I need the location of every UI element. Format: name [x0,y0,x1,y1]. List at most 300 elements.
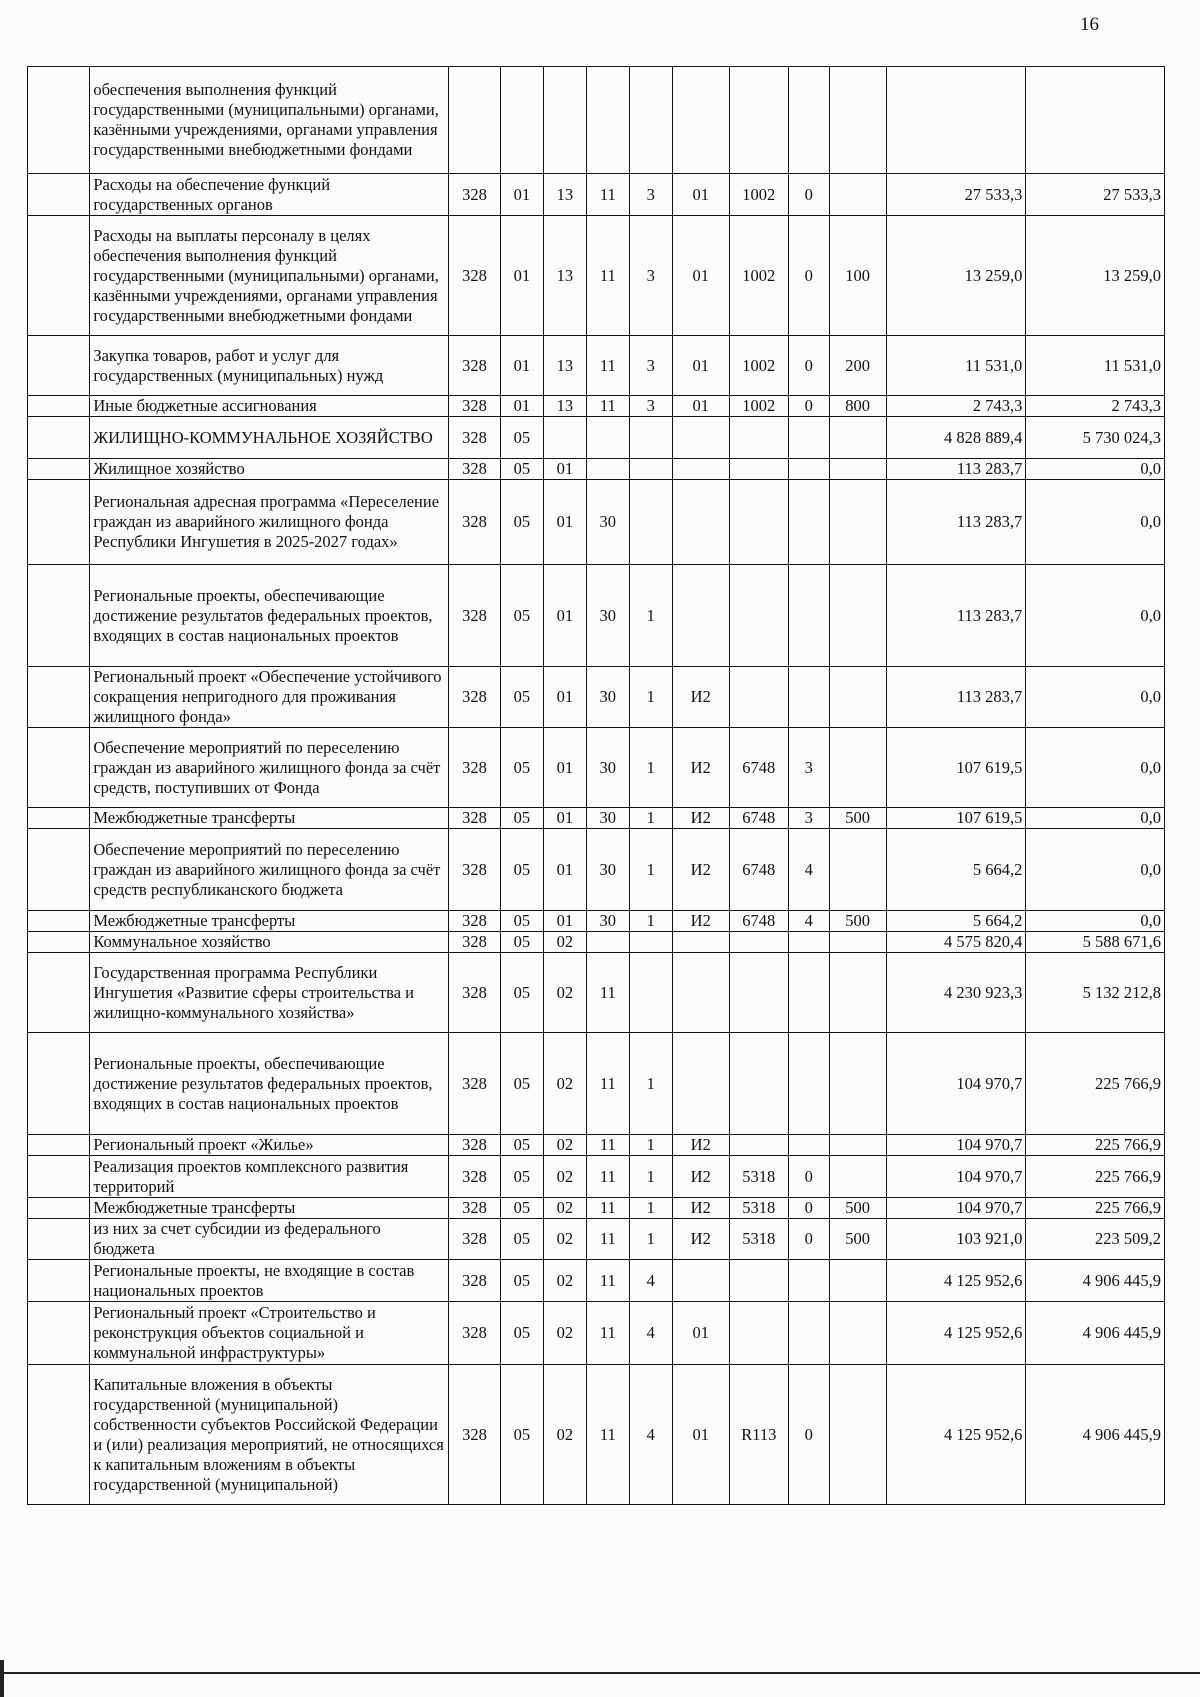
code-cell-rz: 01 [500,396,543,417]
amount-cell-sum2: 225 766,9 [1026,1033,1165,1135]
code-cell-csr1 [586,459,629,480]
amount-cell-sum2: 225 766,9 [1026,1198,1165,1219]
code-cell-grbs: 328 [449,932,501,953]
code-cell-pr: 01 [543,667,586,728]
code-cell-csr1: 30 [586,728,629,808]
item-name-cell: Межбюджетные трансферты [90,911,449,932]
code-cell-vr [829,953,886,1033]
code-cell-pr: 13 [543,396,586,417]
code-cell-csr5 [788,1260,829,1302]
code-cell-rz: 05 [500,911,543,932]
row-index-cell [28,1033,90,1135]
item-name-cell: Обеспечение мероприятий по переселению граждан из аварийного жилищного фонда за счёт средств республиканского бюджета [90,829,449,911]
code-cell-csr2 [629,480,672,565]
code-cell-grbs: 328 [449,480,501,565]
code-cell-pr: 01 [543,565,586,667]
code-cell-csr2: 1 [629,565,672,667]
code-cell-csr3 [672,932,729,953]
code-cell-csr3: И2 [672,808,729,829]
table-row [28,67,1165,174]
code-cell-grbs: 328 [449,1033,501,1135]
table-row [28,829,1165,911]
amount-cell-sum2: 0,0 [1026,480,1165,565]
code-cell-csr3 [672,953,729,1033]
code-cell-csr1: 11 [586,174,629,216]
code-cell-csr1: 30 [586,911,629,932]
code-cell-csr5: 0 [788,1365,829,1505]
code-cell-vr [829,1302,886,1365]
table-row [28,667,1165,728]
row-index-cell [28,1156,90,1198]
row-index-cell [28,417,90,459]
code-cell-csr4: 1002 [729,174,788,216]
table-row [28,728,1165,808]
table-row [28,1302,1165,1365]
amount-cell-sum1: 13 259,0 [886,216,1026,336]
table-row [28,808,1165,829]
code-cell-csr5: 4 [788,911,829,932]
amount-cell-sum1: 104 970,7 [886,1033,1026,1135]
code-cell-csr4: 5318 [729,1198,788,1219]
table-row [28,1365,1165,1505]
code-cell-csr4 [729,953,788,1033]
code-cell-csr1 [586,67,629,174]
code-cell-csr1: 11 [586,1260,629,1302]
code-cell-vr: 200 [829,336,886,396]
amount-cell-sum1: 107 619,5 [886,808,1026,829]
code-cell-csr5 [788,480,829,565]
amount-cell-sum1: 104 970,7 [886,1198,1026,1219]
code-cell-csr2: 1 [629,829,672,911]
code-cell-csr1: 11 [586,1198,629,1219]
code-cell-grbs: 328 [449,459,501,480]
item-name-cell: обеспечения выполнения функций государственными (муниципальными) органами, казёнными учреждениями, органами управления государственными внебюджетными фондами [90,67,449,174]
code-cell-csr5: 0 [788,1198,829,1219]
item-name-cell: Региональные проекты, обеспечивающие достижение результатов федеральных проектов, входящих в состав национальных проектов [90,1033,449,1135]
code-cell-csr2: 3 [629,174,672,216]
code-cell-csr2: 3 [629,336,672,396]
amount-cell-sum2: 0,0 [1026,829,1165,911]
item-name-cell: Межбюджетные трансферты [90,1198,449,1219]
code-cell-grbs: 328 [449,1365,501,1505]
code-cell-rz: 01 [500,336,543,396]
code-cell-csr4: 5318 [729,1156,788,1198]
row-index-cell [28,216,90,336]
table-row [28,1033,1165,1135]
item-name-cell: ЖИЛИЩНО-КОММУНАЛЬНОЕ ХОЗЯЙСТВО [90,417,449,459]
code-cell-csr1: 11 [586,1033,629,1135]
code-cell-rz: 05 [500,829,543,911]
page-number: 16 [1080,14,1099,35]
code-cell-pr: 13 [543,174,586,216]
code-cell-vr [829,1260,886,1302]
amount-cell-sum1 [886,67,1026,174]
row-index-cell [28,953,90,1033]
code-cell-rz: 05 [500,1219,543,1260]
code-cell-csr1: 11 [586,216,629,336]
code-cell-csr3: И2 [672,1198,729,1219]
row-index-cell [28,1135,90,1156]
code-cell-vr [829,1365,886,1505]
code-cell-csr4 [729,1302,788,1365]
code-cell-csr2 [629,932,672,953]
code-cell-csr3: 01 [672,174,729,216]
code-cell-csr5 [788,565,829,667]
amount-cell-sum2: 13 259,0 [1026,216,1165,336]
amount-cell-sum2: 4 906 445,9 [1026,1302,1165,1365]
code-cell-csr2: 3 [629,396,672,417]
bottom-border-line [0,1672,1200,1674]
table-body [28,67,1165,1505]
table-row [28,417,1165,459]
table-row [28,1198,1165,1219]
code-cell-grbs: 328 [449,1198,501,1219]
amount-cell-sum2: 223 509,2 [1026,1219,1165,1260]
amount-cell-sum2: 0,0 [1026,565,1165,667]
code-cell-csr2: 1 [629,1135,672,1156]
code-cell-rz: 01 [500,216,543,336]
code-cell-csr1: 11 [586,1365,629,1505]
amount-cell-sum1: 11 531,0 [886,336,1026,396]
code-cell-csr5: 0 [788,1219,829,1260]
table-row [28,932,1165,953]
code-cell-csr5: 0 [788,1156,829,1198]
row-index-cell [28,1365,90,1505]
code-cell-pr: 02 [543,1033,586,1135]
code-cell-csr2 [629,417,672,459]
code-cell-csr5 [788,1135,829,1156]
code-cell-csr5 [788,1033,829,1135]
code-cell-csr1: 30 [586,480,629,565]
code-cell-vr [829,829,886,911]
row-index-cell [28,728,90,808]
code-cell-csr4 [729,1260,788,1302]
amount-cell-sum1: 4 575 820,4 [886,932,1026,953]
code-cell-pr: 01 [543,728,586,808]
row-index-cell [28,336,90,396]
amount-cell-sum2: 0,0 [1026,667,1165,728]
code-cell-csr3 [672,1260,729,1302]
amount-cell-sum2: 4 906 445,9 [1026,1365,1165,1505]
code-cell-csr1 [586,417,629,459]
code-cell-grbs: 328 [449,829,501,911]
table-row [28,911,1165,932]
code-cell-csr4 [729,417,788,459]
code-cell-csr4 [729,667,788,728]
code-cell-rz: 05 [500,728,543,808]
code-cell-pr: 02 [543,1198,586,1219]
amount-cell-sum2: 225 766,9 [1026,1156,1165,1198]
table-row [28,953,1165,1033]
code-cell-csr5 [788,667,829,728]
amount-cell-sum1: 4 125 952,6 [886,1302,1026,1365]
code-cell-csr2: 1 [629,911,672,932]
amount-cell-sum1: 113 283,7 [886,459,1026,480]
code-cell-pr: 02 [543,1302,586,1365]
amount-cell-sum1: 2 743,3 [886,396,1026,417]
amount-cell-sum1: 104 970,7 [886,1135,1026,1156]
amount-cell-sum1: 4 828 889,4 [886,417,1026,459]
code-cell-csr5: 3 [788,808,829,829]
amount-cell-sum2: 27 533,3 [1026,174,1165,216]
table-row [28,459,1165,480]
row-index-cell [28,67,90,174]
code-cell-rz: 05 [500,1365,543,1505]
row-index-cell [28,808,90,829]
row-index-cell [28,1219,90,1260]
amount-cell-sum2: 11 531,0 [1026,336,1165,396]
code-cell-csr2: 1 [629,1219,672,1260]
code-cell-grbs: 328 [449,565,501,667]
table-row [28,1260,1165,1302]
code-cell-grbs: 328 [449,1302,501,1365]
code-cell-rz: 05 [500,1198,543,1219]
code-cell-csr4: 6748 [729,911,788,932]
code-cell-csr3: 01 [672,1365,729,1505]
code-cell-csr2 [629,67,672,174]
code-cell-csr1: 11 [586,396,629,417]
code-cell-pr: 02 [543,1260,586,1302]
code-cell-grbs: 328 [449,396,501,417]
bottom-corner-mark [0,1660,4,1697]
code-cell-vr [829,480,886,565]
code-cell-vr [829,728,886,808]
code-cell-csr3: И2 [672,1219,729,1260]
code-cell-grbs: 328 [449,808,501,829]
code-cell-rz: 05 [500,1260,543,1302]
amount-cell-sum1: 107 619,5 [886,728,1026,808]
code-cell-grbs: 328 [449,417,501,459]
row-index-cell [28,911,90,932]
amount-cell-sum2: 5 132 212,8 [1026,953,1165,1033]
code-cell-csr1: 11 [586,1219,629,1260]
code-cell-csr3: 01 [672,216,729,336]
code-cell-csr1: 30 [586,667,629,728]
amount-cell-sum2: 0,0 [1026,728,1165,808]
table-row [28,1219,1165,1260]
code-cell-vr: 100 [829,216,886,336]
code-cell-csr3 [672,67,729,174]
code-cell-csr2 [629,953,672,1033]
code-cell-vr: 500 [829,1198,886,1219]
code-cell-csr5: 0 [788,216,829,336]
code-cell-vr: 800 [829,396,886,417]
item-name-cell: Обеспечение мероприятий по переселению граждан из аварийного жилищного фонда за счёт средств, поступивших от Фонда [90,728,449,808]
amount-cell-sum2: 0,0 [1026,808,1165,829]
code-cell-pr: 01 [543,480,586,565]
code-cell-rz: 05 [500,932,543,953]
code-cell-csr4: 1002 [729,216,788,336]
code-cell-pr: 02 [543,932,586,953]
code-cell-grbs: 328 [449,1135,501,1156]
item-name-cell: Расходы на обеспечение функций государственных органов [90,174,449,216]
code-cell-csr1: 30 [586,829,629,911]
row-index-cell [28,480,90,565]
code-cell-csr2: 4 [629,1302,672,1365]
item-name-cell: Капитальные вложения в объекты государственной (муниципальной) собственности субъектов Российской Федерации и (или) реализация мероприятий, не относящихся к капитальным вложениям в объекты государственной (муниципальной) [90,1365,449,1505]
code-cell-csr3: И2 [672,667,729,728]
code-cell-csr2: 1 [629,1156,672,1198]
code-cell-rz: 05 [500,953,543,1033]
table-row [28,396,1165,417]
code-cell-csr5 [788,67,829,174]
code-cell-pr: 02 [543,1219,586,1260]
code-cell-csr3: И2 [672,1156,729,1198]
amount-cell-sum1: 4 125 952,6 [886,1260,1026,1302]
code-cell-grbs [449,67,501,174]
code-cell-vr [829,67,886,174]
row-index-cell [28,565,90,667]
code-cell-csr5 [788,953,829,1033]
code-cell-csr5 [788,417,829,459]
amount-cell-sum1: 113 283,7 [886,565,1026,667]
code-cell-grbs: 328 [449,953,501,1033]
code-cell-pr: 02 [543,1365,586,1505]
code-cell-grbs: 328 [449,1156,501,1198]
code-cell-rz: 05 [500,1135,543,1156]
code-cell-csr1: 30 [586,565,629,667]
amount-cell-sum1: 4 230 923,3 [886,953,1026,1033]
row-index-cell [28,932,90,953]
row-index-cell [28,829,90,911]
code-cell-csr4: 1002 [729,336,788,396]
code-cell-vr: 500 [829,1219,886,1260]
amount-cell-sum1: 4 125 952,6 [886,1365,1026,1505]
code-cell-pr: 01 [543,829,586,911]
code-cell-rz: 05 [500,1033,543,1135]
code-cell-pr: 13 [543,216,586,336]
code-cell-vr [829,1156,886,1198]
amount-cell-sum2: 225 766,9 [1026,1135,1165,1156]
code-cell-csr2 [629,459,672,480]
code-cell-csr1 [586,932,629,953]
code-cell-vr [829,565,886,667]
table-row [28,336,1165,396]
item-name-cell: Коммунальное хозяйство [90,932,449,953]
table-row [28,174,1165,216]
code-cell-csr2: 3 [629,216,672,336]
code-cell-csr2: 4 [629,1260,672,1302]
code-cell-csr3 [672,417,729,459]
item-name-cell: Закупка товаров, работ и услуг для государственных (муниципальных) нужд [90,336,449,396]
table-row [28,480,1165,565]
code-cell-csr2: 1 [629,1033,672,1135]
code-cell-csr4: 6748 [729,728,788,808]
code-cell-csr3: 01 [672,336,729,396]
code-cell-csr1: 11 [586,1156,629,1198]
code-cell-rz: 05 [500,667,543,728]
table-row [28,1156,1165,1198]
amount-cell-sum1: 5 664,2 [886,911,1026,932]
item-name-cell: Межбюджетные трансферты [90,808,449,829]
code-cell-rz: 05 [500,1156,543,1198]
code-cell-vr [829,174,886,216]
row-index-cell [28,459,90,480]
amount-cell-sum2: 2 743,3 [1026,396,1165,417]
item-name-cell: Региональные проекты, не входящие в состав национальных проектов [90,1260,449,1302]
code-cell-pr: 02 [543,1135,586,1156]
code-cell-pr: 02 [543,1156,586,1198]
code-cell-vr: 500 [829,808,886,829]
code-cell-csr3 [672,459,729,480]
amount-cell-sum2: 0,0 [1026,911,1165,932]
code-cell-csr3: 01 [672,1302,729,1365]
code-cell-csr4: 6748 [729,829,788,911]
code-cell-csr3: И2 [672,1135,729,1156]
item-name-cell: Иные бюджетные ассигнования [90,396,449,417]
code-cell-csr2: 1 [629,1198,672,1219]
code-cell-rz: 05 [500,459,543,480]
code-cell-csr3: И2 [672,728,729,808]
code-cell-rz: 05 [500,417,543,459]
item-name-cell: Региональный проект «Строительство и реконструкция объектов социальной и коммунальной инфраструктуры» [90,1302,449,1365]
code-cell-vr [829,417,886,459]
code-cell-csr4 [729,480,788,565]
item-name-cell: Региональная адресная программа «Переселение граждан из аварийного жилищного фонда Республики Ингушетия в 2025-2027 годах» [90,480,449,565]
item-name-cell: Региональные проекты, обеспечивающие достижение результатов федеральных проектов, входящих в состав национальных проектов [90,565,449,667]
code-cell-pr: 01 [543,459,586,480]
code-cell-csr4 [729,67,788,174]
code-cell-csr5 [788,459,829,480]
code-cell-vr [829,667,886,728]
code-cell-grbs: 328 [449,174,501,216]
code-cell-pr [543,417,586,459]
row-index-cell [28,174,90,216]
code-cell-csr4 [729,932,788,953]
amount-cell-sum1: 113 283,7 [886,480,1026,565]
item-name-cell: Региональный проект «Жилье» [90,1135,449,1156]
code-cell-vr [829,932,886,953]
row-index-cell [28,396,90,417]
code-cell-csr5: 0 [788,174,829,216]
code-cell-csr1: 11 [586,953,629,1033]
code-cell-csr4 [729,1135,788,1156]
code-cell-pr: 01 [543,911,586,932]
amount-cell-sum2: 5 588 671,6 [1026,932,1165,953]
amount-cell-sum2: 5 730 024,3 [1026,417,1165,459]
row-index-cell [28,667,90,728]
row-index-cell [28,1302,90,1365]
code-cell-csr3 [672,565,729,667]
code-cell-csr4 [729,565,788,667]
code-cell-csr3 [672,480,729,565]
code-cell-vr [829,1033,886,1135]
code-cell-pr [543,67,586,174]
amount-cell-sum2 [1026,67,1165,174]
code-cell-csr1: 11 [586,336,629,396]
code-cell-csr3: 01 [672,396,729,417]
code-cell-csr4: 1002 [729,396,788,417]
code-cell-pr: 01 [543,808,586,829]
code-cell-rz: 05 [500,565,543,667]
item-name-cell: Региональный проект «Обеспечение устойчивого сокращения непригодного для проживания жилищного фонда» [90,667,449,728]
code-cell-rz: 05 [500,1302,543,1365]
row-index-cell [28,1260,90,1302]
amount-cell-sum1: 104 970,7 [886,1156,1026,1198]
budget-table [27,66,1165,1505]
code-cell-csr4: R113 [729,1365,788,1505]
code-cell-grbs: 328 [449,911,501,932]
code-cell-grbs: 328 [449,667,501,728]
code-cell-csr4: 6748 [729,808,788,829]
item-name-cell: из них за счет субсидии из федерального бюджета [90,1219,449,1260]
code-cell-rz: 05 [500,808,543,829]
amount-cell-sum1: 27 533,3 [886,174,1026,216]
amount-cell-sum1: 113 283,7 [886,667,1026,728]
code-cell-vr: 500 [829,911,886,932]
code-cell-csr5: 0 [788,396,829,417]
code-cell-grbs: 328 [449,1219,501,1260]
